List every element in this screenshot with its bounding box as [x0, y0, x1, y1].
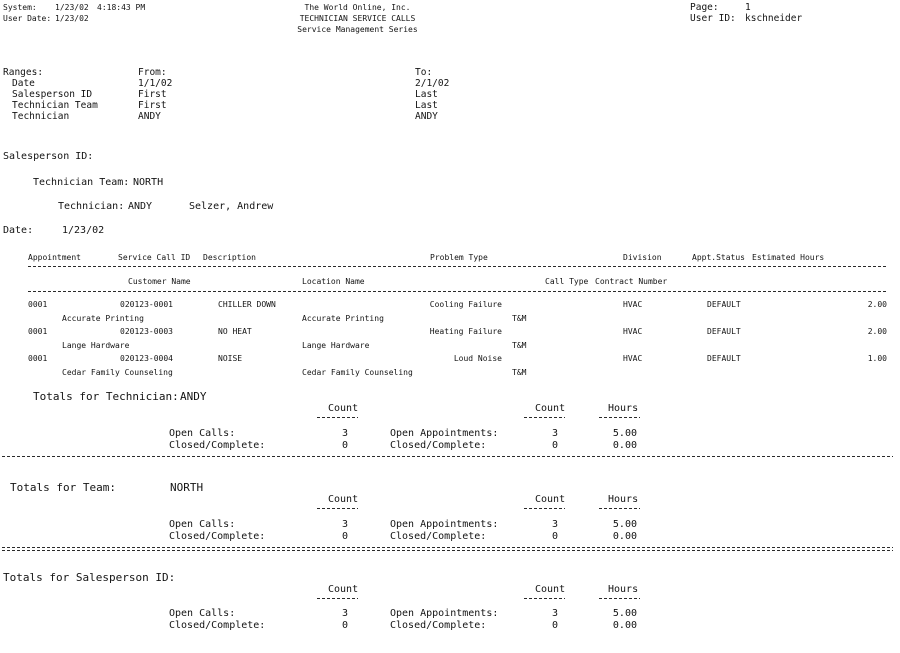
col-description: Description [203, 253, 256, 262]
hours-header: Hours [608, 584, 639, 595]
closed-hours: 0.00 [612, 440, 637, 451]
open-hours: 5.00 [612, 428, 637, 439]
separator-line [524, 508, 565, 509]
cell-appt-status: DEFAULT [707, 354, 741, 363]
range-name: Technician Team [12, 100, 98, 111]
team-label: Technician Team: [33, 177, 130, 188]
ranges-to-label: To: [415, 67, 433, 78]
separator-line [599, 508, 640, 509]
closed-appts-count: 0 [551, 531, 558, 542]
col-contract-number: Contract Number [595, 277, 668, 286]
cell-call-type: T&M [512, 341, 527, 350]
system-label: System: [3, 3, 37, 12]
separator-line [317, 508, 358, 509]
cell-problem-type: Heating Failure [429, 327, 502, 336]
cell-problem-type: Loud Noise [453, 354, 502, 363]
open-appts-count: 3 [551, 428, 558, 439]
user-date-label: User Date: [3, 14, 52, 23]
technician-id: ANDY [128, 201, 153, 212]
page-number: 1 [745, 2, 751, 13]
range-name: Salesperson ID [12, 89, 93, 100]
cell-appointment: 0001 [28, 300, 48, 309]
cell-customer-name: Cedar Family Counseling [62, 368, 173, 377]
range-to: Last [415, 100, 438, 111]
closed-appts-count: 0 [551, 440, 558, 451]
salesperson-group-label: Salesperson ID: [3, 151, 94, 162]
separator-line [599, 598, 640, 599]
open-calls-count: 3 [341, 519, 348, 530]
totals-team-value: NORTH [170, 481, 204, 494]
cell-estimated-hours: 2.00 [867, 327, 887, 336]
open-calls-label: Open Calls: [169, 608, 236, 619]
range-name: Date [12, 78, 35, 89]
col-appt-status: Appt.Status [692, 253, 745, 262]
count-header: Count [535, 584, 566, 595]
company-name: The World Online, Inc. [304, 3, 411, 12]
closed-appts-label: Closed/Complete: [390, 531, 487, 542]
cell-problem-type: Cooling Failure [429, 300, 502, 309]
cell-division: HVAC [623, 327, 643, 336]
user-date-value: 1/23/02 [55, 14, 89, 23]
closed-hours: 0.00 [612, 620, 637, 631]
user-id-value: kschneider [745, 13, 803, 24]
col-appointment: Appointment [28, 253, 81, 262]
open-calls-count: 3 [341, 608, 348, 619]
date-value: 1/23/02 [62, 225, 105, 236]
closed-calls-count: 0 [341, 531, 348, 542]
col-location-name: Location Name [302, 277, 365, 286]
closed-calls-count: 0 [341, 620, 348, 631]
separator-line [28, 266, 888, 267]
totals-technician-title: Totals for Technician: [33, 390, 179, 403]
cell-location-name: Accurate Printing [302, 314, 384, 323]
double-separator-line [2, 547, 893, 548]
separator-line [599, 417, 640, 418]
technician-label: Technician: [58, 201, 125, 212]
col-division: Division [623, 253, 662, 262]
cell-appt-status: DEFAULT [707, 327, 741, 336]
cell-service-call: 020123-0004 [120, 354, 173, 363]
cell-customer-name: Accurate Printing [62, 314, 144, 323]
count-header: Count [535, 494, 566, 505]
range-from: First [138, 100, 167, 111]
system-time: 4:18:43 PM [97, 3, 146, 12]
open-appts-label: Open Appointments: [390, 608, 499, 619]
totals-technician-value: ANDY [180, 390, 207, 403]
cell-division: HVAC [623, 300, 643, 309]
cell-appt-status: DEFAULT [707, 300, 741, 309]
system-date: 1/23/02 [55, 3, 89, 12]
col-customer-name: Customer Name [128, 277, 191, 286]
open-appts-label: Open Appointments: [390, 519, 499, 530]
cell-description: NOISE [218, 354, 243, 363]
cell-description: NO HEAT [218, 327, 252, 336]
cell-description: CHILLER DOWN [218, 300, 276, 309]
cell-customer-name: Lange Hardware [62, 341, 130, 350]
col-problem-type: Problem Type [430, 253, 488, 262]
technician-name: Selzer, Andrew [189, 201, 274, 212]
range-from: 1/1/02 [138, 78, 173, 89]
hours-header: Hours [608, 403, 639, 414]
team-value: NORTH [133, 177, 164, 188]
separator-line [317, 598, 358, 599]
open-appts-label: Open Appointments: [390, 428, 499, 439]
separator-line [2, 456, 893, 457]
user-id-label: User ID: [690, 13, 736, 24]
closed-calls-count: 0 [341, 440, 348, 451]
closed-calls-label: Closed/Complete: [169, 531, 266, 542]
open-appts-count: 3 [551, 608, 558, 619]
ranges-from-label: From: [138, 67, 167, 78]
closed-calls-label: Closed/Complete: [169, 620, 266, 631]
range-from: ANDY [138, 111, 161, 122]
count-header: Count [328, 494, 359, 505]
count-header: Count [328, 584, 359, 595]
closed-appts-count: 0 [551, 620, 558, 631]
count-header: Count [535, 403, 566, 414]
closed-hours: 0.00 [612, 531, 637, 542]
hours-header: Hours [608, 494, 639, 505]
open-calls-label: Open Calls: [169, 519, 236, 530]
range-to: 2/1/02 [415, 78, 450, 89]
report-title: TECHNICIAN SERVICE CALLS [299, 14, 416, 23]
cell-call-type: T&M [512, 368, 527, 377]
separator-line [524, 417, 565, 418]
open-hours: 5.00 [612, 608, 637, 619]
cell-division: HVAC [623, 354, 643, 363]
separator-line [524, 598, 565, 599]
cell-service-call: 020123-0003 [120, 327, 173, 336]
cell-appointment: 0001 [28, 354, 48, 363]
col-call-type: Call Type [545, 277, 589, 286]
closed-calls-label: Closed/Complete: [169, 440, 266, 451]
closed-appts-label: Closed/Complete: [390, 620, 487, 631]
separator-line [28, 291, 888, 292]
cell-service-call: 020123-0001 [120, 300, 173, 309]
cell-appointment: 0001 [28, 327, 48, 336]
closed-appts-label: Closed/Complete: [390, 440, 487, 451]
col-service-call-id: Service Call ID [118, 253, 191, 262]
separator-line [317, 417, 358, 418]
date-label: Date: [3, 225, 34, 236]
cell-location-name: Lange Hardware [302, 341, 370, 350]
range-to: Last [415, 89, 438, 100]
totals-salesperson-title: Totals for Salesperson ID: [3, 571, 176, 584]
open-hours: 5.00 [612, 519, 637, 530]
open-appts-count: 3 [551, 519, 558, 530]
count-header: Count [328, 403, 359, 414]
cell-estimated-hours: 2.00 [867, 300, 887, 309]
range-to: ANDY [415, 111, 438, 122]
range-from: First [138, 89, 167, 100]
cell-call-type: T&M [512, 314, 527, 323]
ranges-title: Ranges: [3, 67, 44, 78]
report-series: Service Management Series [297, 25, 418, 34]
double-separator-line [2, 550, 893, 551]
cell-estimated-hours: 1.00 [867, 354, 887, 363]
page-label: Page: [690, 2, 719, 13]
open-calls-count: 3 [341, 428, 348, 439]
col-estimated-hours: Estimated Hours [752, 253, 825, 262]
range-name: Technician [12, 111, 70, 122]
open-calls-label: Open Calls: [169, 428, 236, 439]
cell-location-name: Cedar Family Counseling [302, 368, 413, 377]
totals-team-title: Totals for Team: [10, 481, 116, 494]
